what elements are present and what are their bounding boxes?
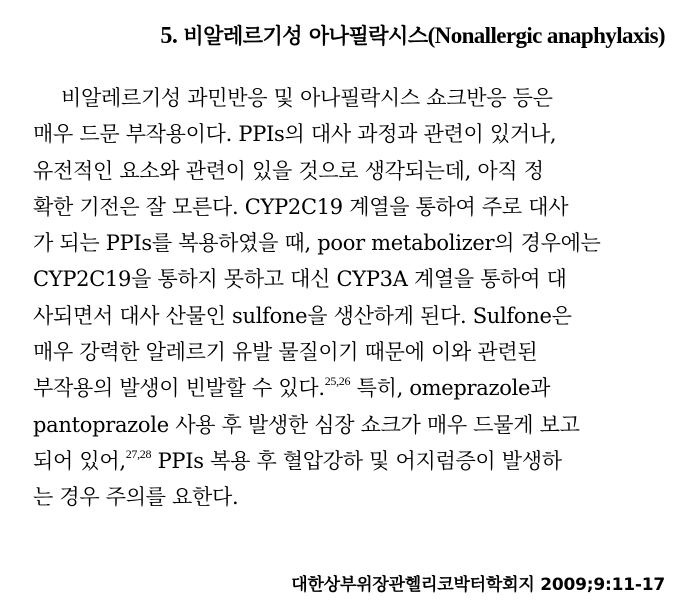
paragraph-line	[33, 443, 663, 479]
line-text: 특히, omeprazole과	[350, 376, 551, 401]
line-text: 되어 있어,	[33, 448, 126, 473]
section-title-english: (Nonallergic anaphylaxis)	[427, 23, 665, 48]
line-text: 부작용의 발생이 빈발할 수 있다.	[33, 376, 325, 401]
paragraph-line: pantoprazole 사용 후 발생한 심장 쇼크가 매우 드물게 보고	[33, 412, 580, 437]
section-number: 5.	[160, 23, 178, 49]
journal-citation: 대한상부위장관헬리코박터학회지 2009;9:11-17	[291, 575, 665, 595]
paragraph-line: 매우 강력한 알레르기 유발 물질이기 때문에 이와 관련된	[33, 340, 538, 365]
paragraph-line: 확한 기전은 잘 모른다. CYP2C19 계열을 통하여 주로 대사	[33, 194, 569, 219]
paragraph-line: 매우 드문 부작용이다. PPIs의 대사 과정과 관련이 있거나,	[33, 122, 557, 147]
paragraph-line: 는 경우 주의를 요한다.	[33, 485, 239, 510]
paragraph-line: 가 되는 PPIs를 복용하였을 때, poor metabolizer의 경우에는	[33, 231, 601, 256]
paragraph-line: 비알레르기성 과민반응 및 아나필락시스 쇼크반응 등은	[61, 86, 553, 110]
body-paragraph	[33, 80, 663, 516]
paragraph-line: 유전적인 요소와 관련이 있을 것으로 생각되는데, 아직 정	[33, 158, 544, 183]
paragraph-line: 사되면서 대사 산물인 sulfone을 생산하게 된다. Sulfone은	[33, 303, 572, 328]
section-title-korean: 비알레르기성 아나필락시스	[183, 24, 428, 48]
paragraph-line: CYP2C19을 통하지 못하고 대신 CYP3A 계열을 통하여 대	[33, 267, 567, 292]
reference-superscript: 27,28	[125, 446, 152, 461]
section-heading	[160, 20, 665, 50]
line-text: PPIs 복용 후 혈압강하 및 어지럼증이 발생하	[151, 448, 562, 473]
paragraph-line	[33, 370, 663, 406]
reference-superscript: 25,26	[324, 374, 351, 389]
